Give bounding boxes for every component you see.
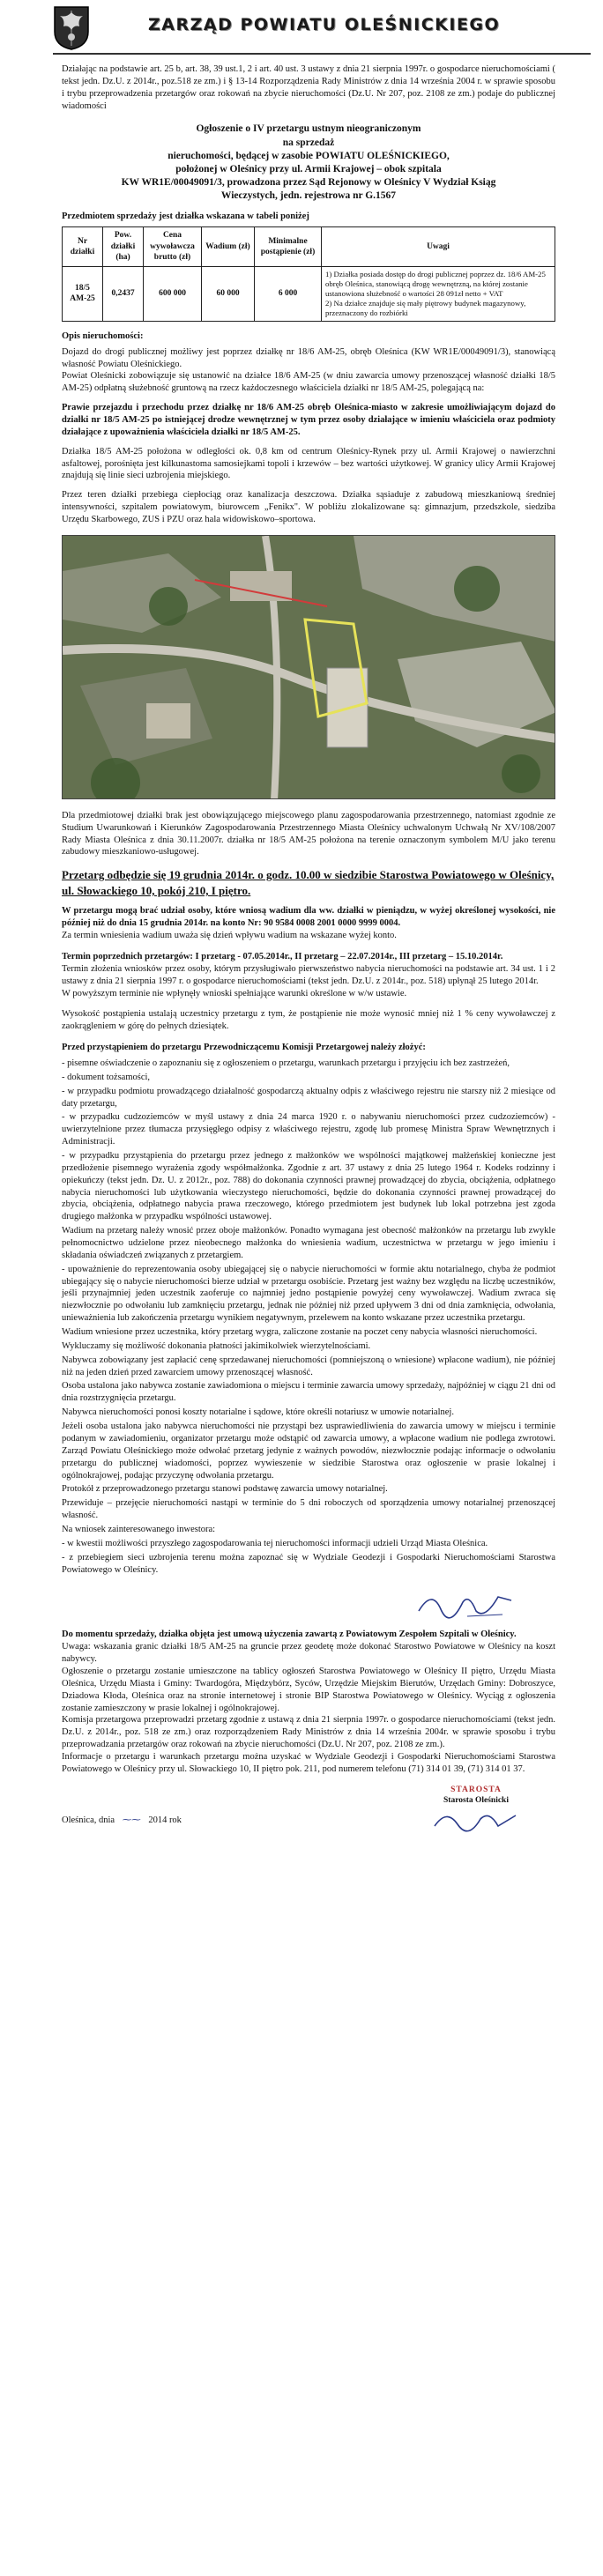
announcement-title bbox=[62, 122, 555, 203]
table-cell: 0,2437 bbox=[103, 266, 144, 321]
paragraph: Ogłoszenie o przetargu zostanie umieszczone na tablicy ogłoszeń Starostwa Powiatowego w Oleśnicy II piętro, Urzędu Miasta Oleśnica, Urzędu Miasta i Gminy: Twardogóra, Międzybórz, Syców, Urzędzie Miejskim Bierutów, Urzędach Gminy: Dobroszyce, Dziadowa Kłoda, Oleśnica oraz na stronie internetowej i stronie BIP Starostwa Powiatowego w Oleśnicy. Wyciąg z ogłoszenia zostanie zamieszczony w prasie lokalnej i ogólnokrajowej. bbox=[62, 1666, 555, 1713]
table-cell: 18/5 AM-25 bbox=[63, 266, 103, 321]
paragraph: Przez teren działki przebiega ciepłociąg oraz kanalizacja deszczowa. Działka sąsiaduje z zabudową mieszkaniową średniej intensywności, szpitalem powiatowym, biurowcem „Fenikx". W pobliżu zlokalizowane są: gimnazjum, przedszkole, siedziba Urzędu Skarbowego, ZUS i PZU oraz hala widowiskowo–sportowa. bbox=[62, 490, 555, 525]
list-item: - upoważnienie do reprezentowania osoby ubiegającej się o nabycie nieruchomości w formie aktu notarialnego, chyba że podmiot ubiegający się o nabycie nieruchomości bierze udział w przetargu osobiście. Przetarg jest ważny bez względu na liczbę uczestników, jeśli przynajmniej jeden uczestnik zaoferuje co najmniej jedno postąpienie powyżej ceny wywoławczej. Wadium zwraca się niezwłocznie po odwołaniu lub zamknięciu przetargu, jednak nie później niż przed upływem 3 dni od dnia zamknięcia, odwołania, unieważnienia lub zakończenia przetargu wynikiem negatywnym, przelewem na konto wskazane przez uczestnika przetargu. bbox=[62, 1264, 555, 1324]
announcement-line-5: KW WR1E/00049091/3, prowadzona przez Sąd Rejonowy w Oleśnicy V Wydział Ksiąg bbox=[121, 177, 496, 189]
announcement-line-6: Wieczystych, jedn. rejestrowa nr G.1567 bbox=[220, 190, 397, 202]
paragraph: Powiat Oleśnicki zobowiązuje się ustanowić na działce 18/6 AM-25 (w dniu zawarcia umowy przenoszącej własność działki 18/5 AM-25) odpłatną służebność gruntową na rzecz każdoczesnego właściciela działki nr 18/5 AM-25, polegającą na: bbox=[62, 371, 555, 394]
signature-icon bbox=[428, 1807, 525, 1833]
section-heading: Przed przystąpieniem do przetargu Przewodniczącemu Komisji Przetargowej należy złożyć: bbox=[62, 1043, 426, 1053]
bid-increment-paragraph: Wysokość postąpienia ustalają uczestnicy przetargu z tym, że postąpienie nie może wynosić mniej niż 1 % ceny wywoławczej z zaokrągleniem w górę do pełnych dziesiątek. bbox=[62, 1009, 555, 1032]
list-item: Wykluczamy się możliwość dokonania płatności jakimikolwiek wierzytelnościami. bbox=[62, 1340, 371, 1351]
list-item: - dokument tożsamości, bbox=[62, 1072, 151, 1082]
list-item: Osoba ustalona jako nabywca zostanie zawiadomiona o miejscu i terminie zawarcia umowy sprzedaży, najpóźniej w ciągu 21 dni od dnia rozstrzygnięcia przetargu. bbox=[62, 1381, 555, 1404]
previous-auctions-title: Termin poprzednich przetargów: I przetarg - 07.05.2014r., II przetarg – 22.07.2014r., III przetarg – 15.10.2014r. bbox=[62, 951, 503, 961]
requirements-list bbox=[62, 1058, 555, 1576]
powiat-crest-icon bbox=[53, 5, 90, 51]
section-heading: Do momentu sprzedaży, działka objęta jest umową użyczenia zawartą z Powiatowym Zespołem Szpitali w Oleśnicy. bbox=[62, 1629, 517, 1640]
list-item: - w przypadku cudzoziemców w myśl ustawy z dnia 24 marca 1920 r. o nabywaniu nieruchomości przez cudzoziemców) - uwierzytelnione przez tłumacza przysięgłego odpisy z właściwego rejestru, zgodę lub promesę Ministra Spraw Wewnętrznych i Administracji. bbox=[62, 1112, 555, 1147]
list-item: - pisemne oświadczenie o zapoznaniu się z ogłoszeniem o przetargu, warunkach przetargu i przyjęciu ich bez zastrzeżeń, bbox=[62, 1058, 510, 1068]
list-item: Na wniosek zainteresowanego inwestora: bbox=[62, 1524, 216, 1534]
table-header-cell: Wadium (zł) bbox=[202, 227, 255, 267]
table-caption: Przedmiotem sprzedaży jest działka wskazana w tabeli poniżej bbox=[62, 212, 309, 222]
property-description bbox=[62, 330, 555, 526]
announcement-line-3: nieruchomości, będącej w zasobie POWIATU OLEŚNICKIEGO, bbox=[168, 150, 450, 161]
remark-2: 2) Na działce znajduje się mały piętrowy budynek magazynowy, przeznaczony do rozbiórki bbox=[325, 298, 526, 317]
list-item: - w kwestii możliwości przyszłego zagospodarowania tej nieruchomości informacji udzieli Urząd Miasta Oleśnica. bbox=[62, 1538, 488, 1548]
handwritten-date-icon: ⁓⁓ bbox=[122, 1815, 141, 1825]
table-header-cell: Minimalne postąpienie (zł) bbox=[255, 227, 322, 267]
offer-table bbox=[62, 226, 555, 322]
announcement-line-1: Ogłoszenie o IV przetargu ustnym nieograniczonym bbox=[196, 123, 421, 135]
table-cell: 600 000 bbox=[144, 266, 202, 321]
paragraph: W powyższym terminie nie wpłynęły wnioski spełniające warunki określone w w/w ustawie. bbox=[62, 988, 407, 998]
announcement-line-2: na sprzedaż bbox=[282, 137, 335, 148]
list-item: - w przypadku podmiotu prowadzącego działalność gospodarczą aktualny odpis z właściwego rejestru nie starszy niż 2 miesiące od daty przetargu, bbox=[62, 1086, 555, 1109]
table-header-cell: Nr działki bbox=[63, 227, 103, 267]
previous-auctions-section bbox=[62, 951, 555, 999]
table-cell-remarks bbox=[322, 266, 555, 321]
paragraph: Uwaga: wskazania granic działki 18/5 AM-25 na gruncie przez geodetę może dokonać Starostwo Powiatowe w Oleśnicy na koszt nabywcy. bbox=[62, 1642, 555, 1665]
header-divider bbox=[53, 53, 591, 55]
date-label: Oleśnica, dnia bbox=[62, 1815, 115, 1825]
remark-1: 1) Działka posiada dostęp do drogi publicznej poprzez dz. 18/6 AM-25 obręb Oleśnica, stanowiącą drogę wewnętrzną, na której zostanie ustanowiona służebność o wartości 28 091zł netto + VAT bbox=[325, 269, 546, 298]
paragraph: Termin złożenia wniosków przez osoby, którym przysługiwało pierwszeństwo nabycia nieruchomości na podstawie art. 34 ust. 1 i 2 ustawy z dnia 21 sierpnia 1997 r. o gospodarce nieruchomościami (tekst jedn. Dz.U. z 2014r., poz. 518) upłynął 25 lutego 2014r. bbox=[62, 963, 555, 986]
page-title: ZARZĄD POWIATU OLEŚNICKIEGO bbox=[148, 15, 501, 34]
legal-basis-paragraph: Działając na podstawie art. 25 b, art. 38, 39 ust.1, 2 i art. 40 ust. 3 ustawy z dnia 21 sierpnia 1997r. o gospodarce nieruchomościami ( tekst jedn. Dz.U. z 2014r., poz.518 ze zm.) i § 13-14 Rozporządzenia Rady Ministrów z dnia 14 września 2004 r. w sprawie sposobu i trybu przeprowadzenia przetargów oraz rokowań na zbycie nieruchomości (Dz.U. Nr 207, poz. 2108 ze zm.) podaje do publicznej wiadomości bbox=[62, 64, 555, 111]
list-item: Protokół z przeprowadzonego przetargu stanowi podstawę zawarcia umowy notarialnej. bbox=[62, 1484, 388, 1495]
document-body bbox=[62, 63, 555, 1846]
table-header-cell: Cena wywoławcza brutto (zł) bbox=[144, 227, 202, 267]
paragraph: Komisja przetargowa przeprowadzi przetarg zgodnie z ustawą z dnia 21 sierpnia 1997r. o gospodarce nieruchomościami (tekst jedn. Dz.U. z 2014r., poz. 518 ze zm.) oraz rozporządzeniem Rady Ministrów z dnia 14 września 2004r. w sprawie sposobu i trybu przeprowadzania przetargów oraz rokowań na zbycie nieruchomości (Dz.U. Nr 207, poz. 2108 ze zm.). bbox=[62, 1715, 555, 1750]
paragraph: Dojazd do drogi publicznej możliwy jest poprzez działkę nr 18/6 AM-25, obręb Oleśnica (KW WR1E/00049091/3), stanowiącą własność Powiatu Oleśnickiego. bbox=[62, 346, 555, 369]
paragraph: Informacje o przetargu i warunkach przetargu można uzyskać w Wydziale Geodezji i Gospodarki Nieruchomościami Starostwa Powiatowego w Oleśnicy przy ul. Słowackiego 10, II piętro pok. 211, pod numerem telefonu (71) 314 01 39, (71) 314 01 37. bbox=[62, 1751, 555, 1774]
starosta-stamp bbox=[406, 1785, 547, 1837]
announcement-line-4: położonej w Oleśnicy przy ul. Armii Krajowej – obok szpitala bbox=[175, 163, 442, 174]
list-item: Nabywca nieruchomości ponosi koszty notarialne i sądowe, które określi notariusz w umowie notarialnej. bbox=[62, 1407, 454, 1418]
table-cell: 60 000 bbox=[202, 266, 255, 321]
zoning-paragraph: Dla przedmiotowej działki brak jest obowiązującego miejscowego planu zagospodarowania przestrzennego, natomiast zgodnie ze Studium Uwarunkowań i Kierunków Zagospodarowania Przestrzennego Miasta Oleśnicy uchwalonym Uchwałą Nr XV/108/2007 Rady Miasta Oleśnica z dnia 30.11.2007r. działka nr 18/5 AM-25 położona na terenie oznaczonym symbolem M/U jako terenu zabudowy mieszkaniowo-usługowej. bbox=[62, 810, 555, 857]
table-header-row bbox=[63, 227, 555, 267]
list-item: - w przypadku przystąpienia do przetargu przez jednego z małżonków we wspólności majątkowej małżeńskiej konieczne jest przedłożenie pisemnego wyrażenia zgody współmałżonka. Zgodnie z art. 37 ustawy z dnia 25 lutego 1964 r. Kodeks rodzinny i opiekuńczy (tekst jedn. Dz. U. z 2012r., poz. 788) do dokonania czynności prawnej prowadzącej do zbycia, obciążenia, odpłatnego nabycia nieruchomości lub użytkowania wieczystego nieruchomości, będzie do dokonania czynności prawnej prowadzącej do zbycia, obciążenia, odpłatnego nabycia prawa rzeczowego, którego przedmiotem jest budynek lub lokal potrzebna jest zgoda drugiego małżonka w przypadku wspólności ustawowej. bbox=[62, 1151, 555, 1222]
date-line bbox=[62, 1815, 182, 1827]
list-item: Wadium wniesione przez uczestnika, który przetarg wygra, zaliczone zostanie na poczet ceny nabycia własności nieruchomości. bbox=[62, 1327, 538, 1338]
section-heading: Opis nieruchomości: bbox=[62, 330, 144, 341]
auction-date: Przetarg odbędzie się 19 grudnia 2014r. o godz. 10.00 w siedzibie Starostwa Powiatowego w Oleśnicy, ul. Słowackiego 10, pokój 210, I piętro. bbox=[62, 868, 555, 897]
signature-icon bbox=[414, 1585, 520, 1623]
stamp-title: STAROSTA bbox=[450, 1785, 502, 1794]
paragraph: Działka 18/5 AM-25 położona w odległości ok. 0,8 km od centrum Oleśnicy-Rynek przy ul. Armii Krajowej o nawierzchni asfaltowej, porośnięta jest kilkunastoma samosiejkami topoli i krzewów – bez wartości użytkowej. W granicy ulicy Armii Krajowej znajdują się linie sieci uzbrojenia miejskiego. bbox=[62, 446, 555, 481]
list-item: Wadium na przetarg należy wnosić przez oboje małżonków. Ponadto wymagana jest obecność małżonków na przetargu lub zwykle pełnomocnictwo udzielone przez nieobecnego małżonka do wniesienia wadium, uczestnictwa w przetargu w jego imieniu i składania oświadczeń związanych z przetargiem. bbox=[62, 1226, 555, 1260]
footer bbox=[62, 1785, 555, 1846]
page-header bbox=[53, 5, 591, 58]
list-item: - z przebiegiem sieci uzbrojenia terenu można zapoznać się w Wydziale Geodezji i Gospodarki Nieruchomościami Starostwa Powiatowego w Oleśnicy. bbox=[62, 1552, 555, 1575]
list-item: Nabywca zobowiązany jest zapłacić cenę sprzedawanej nieruchomości (pomniejszoną o wniesione) wpłacone wadium), nie później niż na jeden dzień przed zawarciem umowy przenoszącej własność. bbox=[62, 1355, 555, 1377]
aerial-photo bbox=[62, 535, 555, 799]
table-row bbox=[63, 266, 555, 321]
stamp-name: Starosta Oleśnicki bbox=[443, 1796, 509, 1806]
deposit-section bbox=[62, 905, 555, 942]
list-item: Jeżeli osoba ustalona jako nabywca nieruchomości nie przystąpi bez usprawiedliwienia do zawarcia umowy w miejscu i terminie podanym w zawiadomieniu, organizator przetargu może odstąpić od zawarcia umowy, a wpłacone wadium nie podlega zwrotowi. Zarząd Powiatu Oleśnickiego może odwołać przetarg jedynie z ważnych powodów, niezwłocznie podając informacje o odwołaniu przetargu do publicznej wiadomości, poprzez wywieszenie w siedzibie Starostwa oraz ogłoszenie w prasie lokalnej i ogólnokrajowej, podając przyczynę odwołania przetargu. bbox=[62, 1422, 555, 1481]
signature-block-1 bbox=[62, 1585, 555, 1623]
final-section bbox=[62, 1629, 555, 1775]
deposit-paragraph: W przetargu mogą brać udział osoby, które wniosą wadium dla ww. działki w pieniądzu, w wyżej określonej wysokości, nie później niż do dnia 15 grudnia 2014r. na konto Nr: 90 9584 0008 2001 0000 9999 0004. bbox=[62, 906, 555, 929]
required-documents-section bbox=[62, 1042, 555, 1576]
table-cell: 6 000 bbox=[255, 266, 322, 321]
table-header-cell: Pow. działki (ha) bbox=[103, 227, 144, 267]
aerial-photo-icon bbox=[63, 536, 555, 799]
list-item: Przewiduje – przejęcie nieruchomości nastąpi w terminie do 5 dni roboczych od sporządzenia umowy notarialnej przenoszącej własność. bbox=[62, 1498, 555, 1521]
date-year: 2014 rok bbox=[148, 1815, 182, 1825]
table-header-cell: Uwagi bbox=[322, 227, 555, 267]
paragraph-bold: Prawie przejazdu i przechodu przez działkę nr 18/6 AM-25 obręb Oleśnica-miasto w zakresie umożliwiającym dojazd do działki nr 18/5 AM-25 po istniejącej drodze wewnętrznej w tym przez osoby działające w imieniu właściciela oraz podmioty działające z upoważnienia właściciela działki nr 18/5 AM-25. bbox=[62, 403, 555, 437]
deposit-note: Za termin wniesienia wadium uważa się dzień wpływu wadium na wskazane wyżej konto. bbox=[62, 931, 397, 941]
